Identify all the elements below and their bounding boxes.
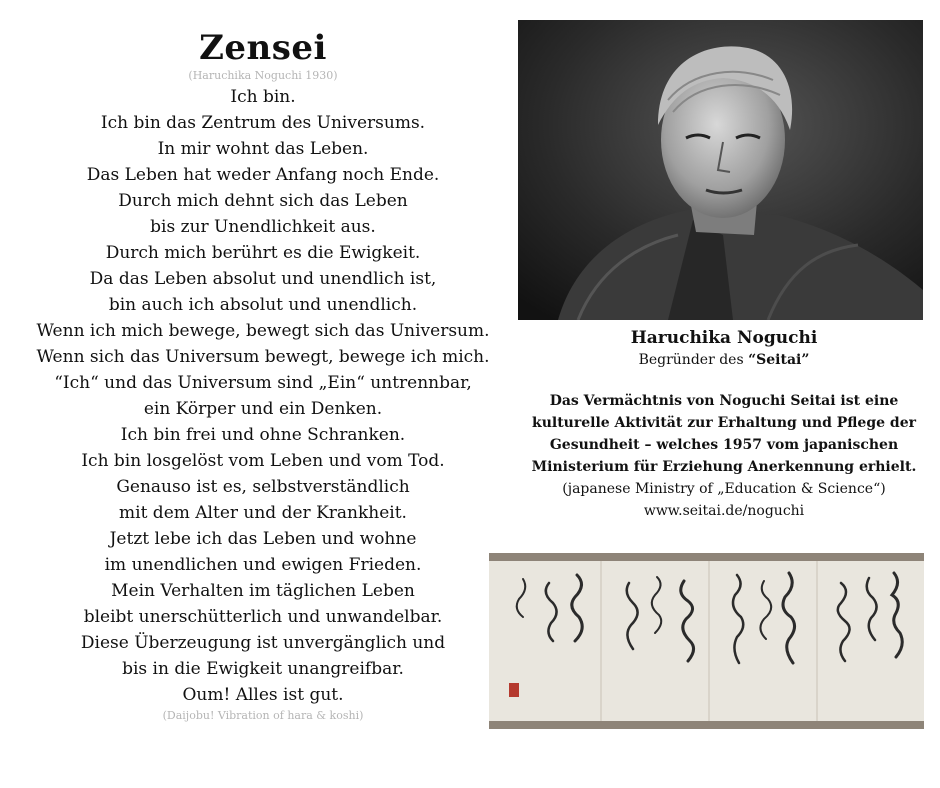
calligraphy-illustration (489, 553, 924, 729)
poem-source-note: (Daijobu! Vibration of hara & koshi) (162, 709, 364, 722)
poem-line: im unendlichen und ewigen Frieden. (104, 555, 422, 575)
poem-line: Ich bin. (230, 87, 296, 107)
caption-spacer (518, 370, 930, 390)
poem-column (20, 28, 506, 724)
poem-line: Genauso ist es, selbstverständlich (116, 477, 410, 497)
poem-line: In mir wohnt das Leben. (157, 139, 369, 159)
poem-line: bin auch ich absolut und unendlich. (108, 295, 418, 315)
poem-line: Das Leben hat weder Anfang noch Ende. (86, 165, 440, 185)
poem-line: Diese Überzeugung ist unvergänglich und (80, 633, 446, 653)
portrait-photo (518, 20, 923, 320)
poem-line: ein Körper und ein Denken. (143, 399, 383, 419)
poem-line: bis zur Unendlichkeit aus. (150, 217, 376, 237)
poem-line: Durch mich berührt es die Ewigkeit. (105, 243, 421, 263)
poem-lines (20, 84, 506, 708)
poem-line: bis in die Ewigkeit unangreifbar. (122, 659, 404, 679)
calligraphy-scroll-photo (489, 553, 924, 729)
ministry-note: (japanese Ministry of „Education & Science“) (562, 481, 886, 497)
poem-line: bleibt unerschütterlich und unwandelbar. (83, 607, 443, 627)
portrait-caption (518, 326, 930, 522)
poem-line: Durch mich dehnt sich das Leben (118, 191, 408, 211)
poem-line: Oum! Alles ist gut. (182, 685, 344, 705)
website-url: www.seitai.de/noguchi (643, 503, 805, 519)
poem-line: Wenn ich mich bewege, bewegt sich das Universum. (36, 321, 490, 341)
role-emphasis: “Seitai” (748, 352, 810, 368)
role-prefix: Begründer des (638, 352, 749, 368)
poem-line: mit dem Alter und der Krankheit. (119, 503, 407, 523)
poem-line: Jetzt lebe ich das Leben und wohne (109, 529, 417, 549)
poem-line: Ich bin losgelöst vom Leben und vom Tod. (81, 451, 445, 471)
poem-line: Ich bin das Zentrum des Universums. (100, 113, 426, 133)
portrait-illustration (518, 20, 923, 320)
poem-author-note: (Haruchika Noguchi 1930) (188, 69, 338, 82)
poem-line: Ich bin frei und ohne Schranken. (120, 425, 406, 445)
person-name: Haruchika Noguchi (630, 328, 818, 348)
poem-title: Zensei (199, 28, 327, 68)
poem-line: Mein Verhalten im täglichen Leben (111, 581, 415, 601)
poem-line: Wenn sich das Universum bewegt, bewege ich mich. (36, 347, 490, 367)
person-role (518, 350, 930, 370)
legacy-statement: Das Vermächtnis von Noguchi Seitai ist eine kulturelle Aktivität zur Erhaltung und Pflege der Gesundheit – welches 1957 vom japanischen Ministerium für Erziehung Anerkennung erhielt. (531, 393, 917, 475)
poem-line: Da das Leben absolut und unendlich ist, (89, 269, 437, 289)
poem-line: “Ich“ und das Universum sind „Ein“ untrennbar, (54, 373, 472, 393)
